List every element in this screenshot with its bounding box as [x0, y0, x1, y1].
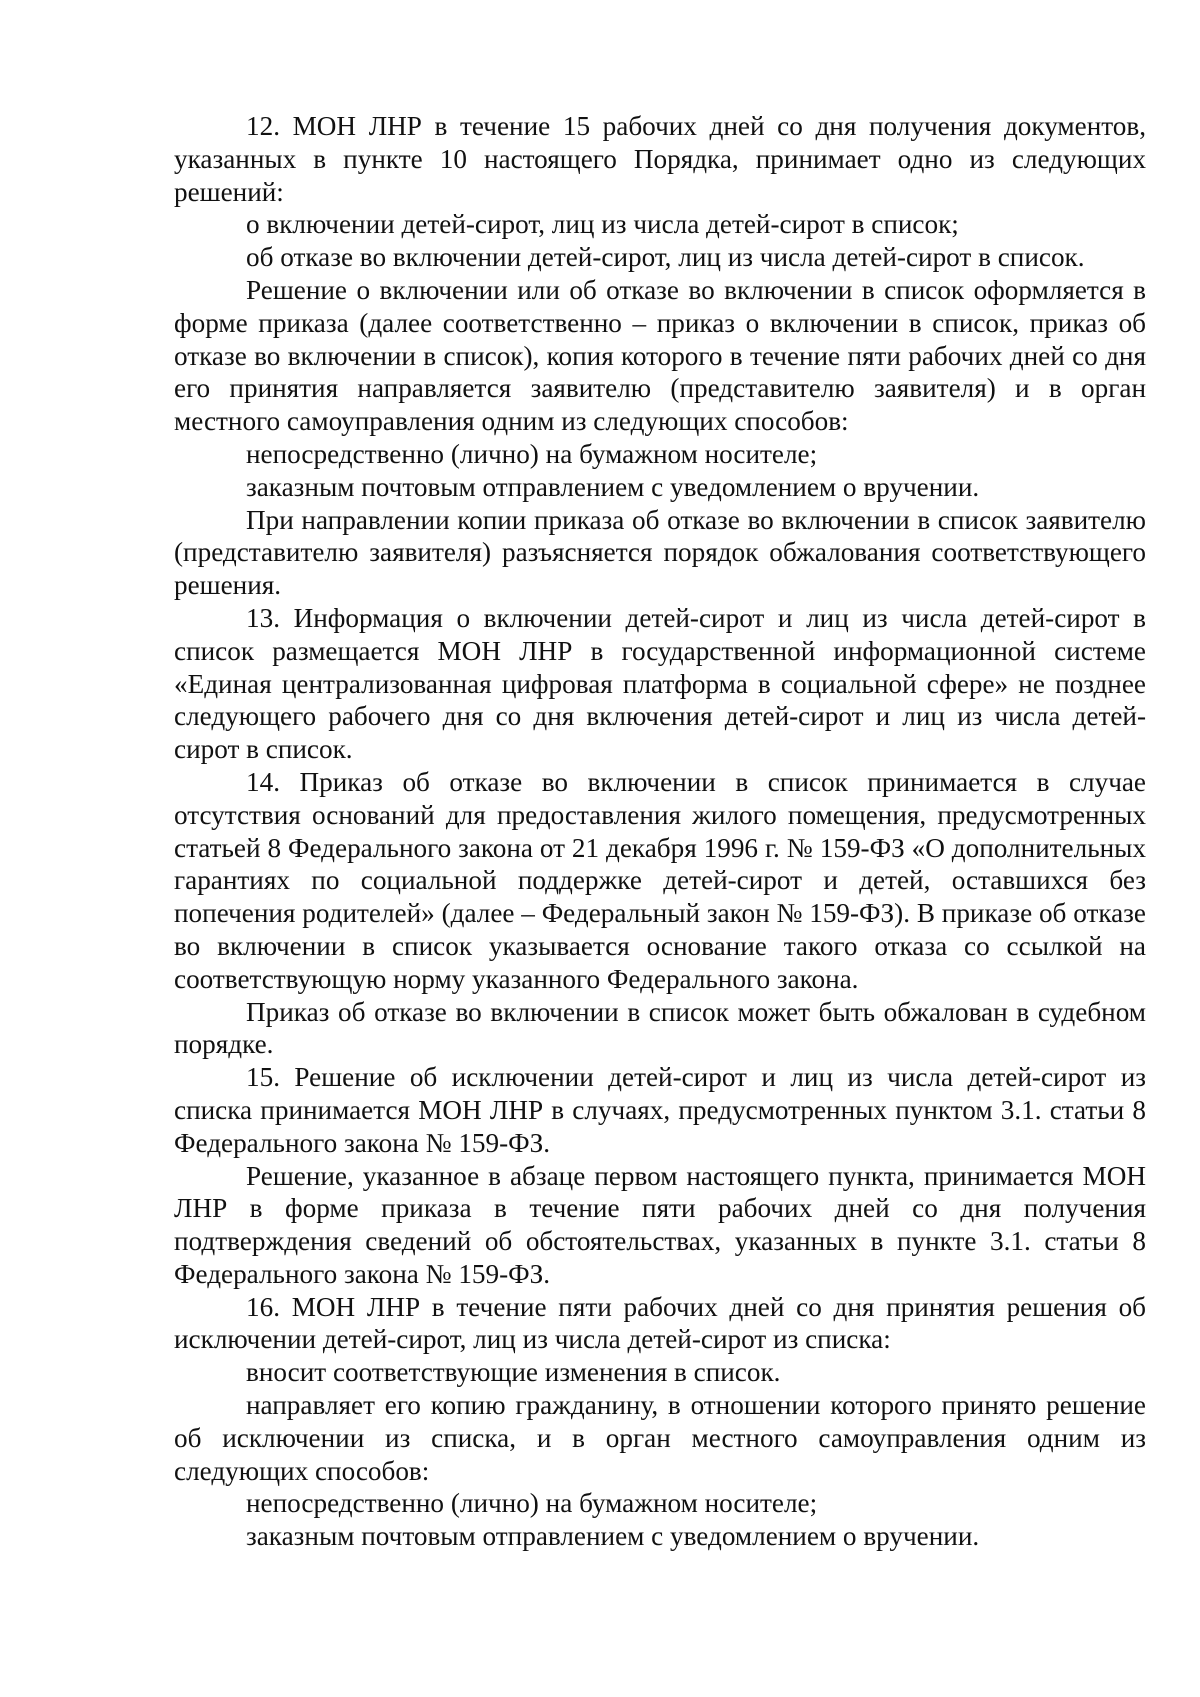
paragraph-16-send-copy: направляет его копию гражданину, в отношении которого принято решение об исключении из списка, и в орган местного самоуправления одним из следующих способов: [174, 1390, 1146, 1486]
paragraph-12-intro: 12. МОН ЛНР в течение 15 рабочих дней со дня получения документов, указанных в пункте 10 настоящего Порядка, принимает одно из следующих решений: [174, 111, 1146, 207]
paragraph-16-method-mail: заказным почтовым отправлением с уведомлением о вручении. [246, 1521, 980, 1552]
paragraph-12-method-in-person: непосредственно (лично) на бумажном носителе; [246, 438, 818, 469]
paragraph-12-option-refuse: об отказе во включении детей-сирот, лиц из числа детей-сирот в список. [246, 242, 1085, 273]
paragraph-15: 15. Решение об исключении детей-сирот и лиц из числа детей-сирот из списка принимается МОН ЛНР в случаях, предусмотренных пунктом 3.1. статьи 8 Федерального закона № 159-ФЗ. [174, 1062, 1146, 1158]
paragraph-16-intro: 16. МОН ЛНР в течение пяти рабочих дней со дня принятия решения об исключении детей-сирот, лиц из числа детей-сирот из списка: [174, 1291, 1146, 1355]
paragraph-12-method-mail: заказным почтовым отправлением с уведомлением о вручении. [246, 471, 980, 502]
paragraph-16-changes: вносит соответствующие изменения в список. [246, 1357, 781, 1388]
paragraph-12-order-form: Решение о включении или об отказе во включении в список оформляется в форме приказа (далее соответственно – приказ о включении в список, приказ об отказе во включении в список), копия которого в течение пяти рабочих дней со дня его принятия направляется заявителю (представителю заявителя) и в орган местного самоуправления одним из следующих способов: [174, 274, 1146, 437]
paragraph-16-method-in-person: непосредственно (лично) на бумажном носителе; [246, 1488, 818, 1519]
paragraph-14-appeal: Приказ об отказе во включении в список может быть обжалован в судебном порядке. [174, 996, 1146, 1060]
paragraph-13: 13. Информация о включении детей-сирот и лиц из числа детей-сирот в список размещается МОН ЛНР в государственной информационной системе «Единая централизованная цифровая платформа в социальной сфере» не позднее следующего рабочего дня со дня включения детей-сирот и лиц из числа детей-сирот в список. [174, 602, 1146, 765]
paragraph-12-appeal-explanation: При направлении копии приказа об отказе во включении в список заявителю (представителю заявителя) разъясняется порядок обжалования соответствующего решения. [174, 504, 1146, 601]
paragraph-12-option-include: о включении детей-сирот, лиц из числа детей-сирот в список; [246, 209, 959, 240]
document-page [174, 110, 1146, 1553]
paragraph-15-order: Решение, указанное в абзаце первом настоящего пункта, принимается МОН ЛНР в форме приказа в течение пяти рабочих дней со дня получения подтверждения сведений об обстоятельствах, указанных в пункте 3.1. статьи 8 Федерального закона № 159-ФЗ. [174, 1160, 1146, 1289]
paragraph-14: 14. Приказ об отказе во включении в список принимается в случае отсутствия оснований для предоставления жилого помещения, предусмотренных статьей 8 Федерального закона от 21 декабря 1996 г. № 159-ФЗ «О дополнительных гарантиях по социальной поддержке детей-сирот и детей, оставшихся без попечения родителей» (далее – Федеральный закон № 159-ФЗ). В приказе об отказе во включении в список указывается основание такого отказа со ссылкой на соответствующую норму указанного Федерального закона. [174, 766, 1146, 994]
